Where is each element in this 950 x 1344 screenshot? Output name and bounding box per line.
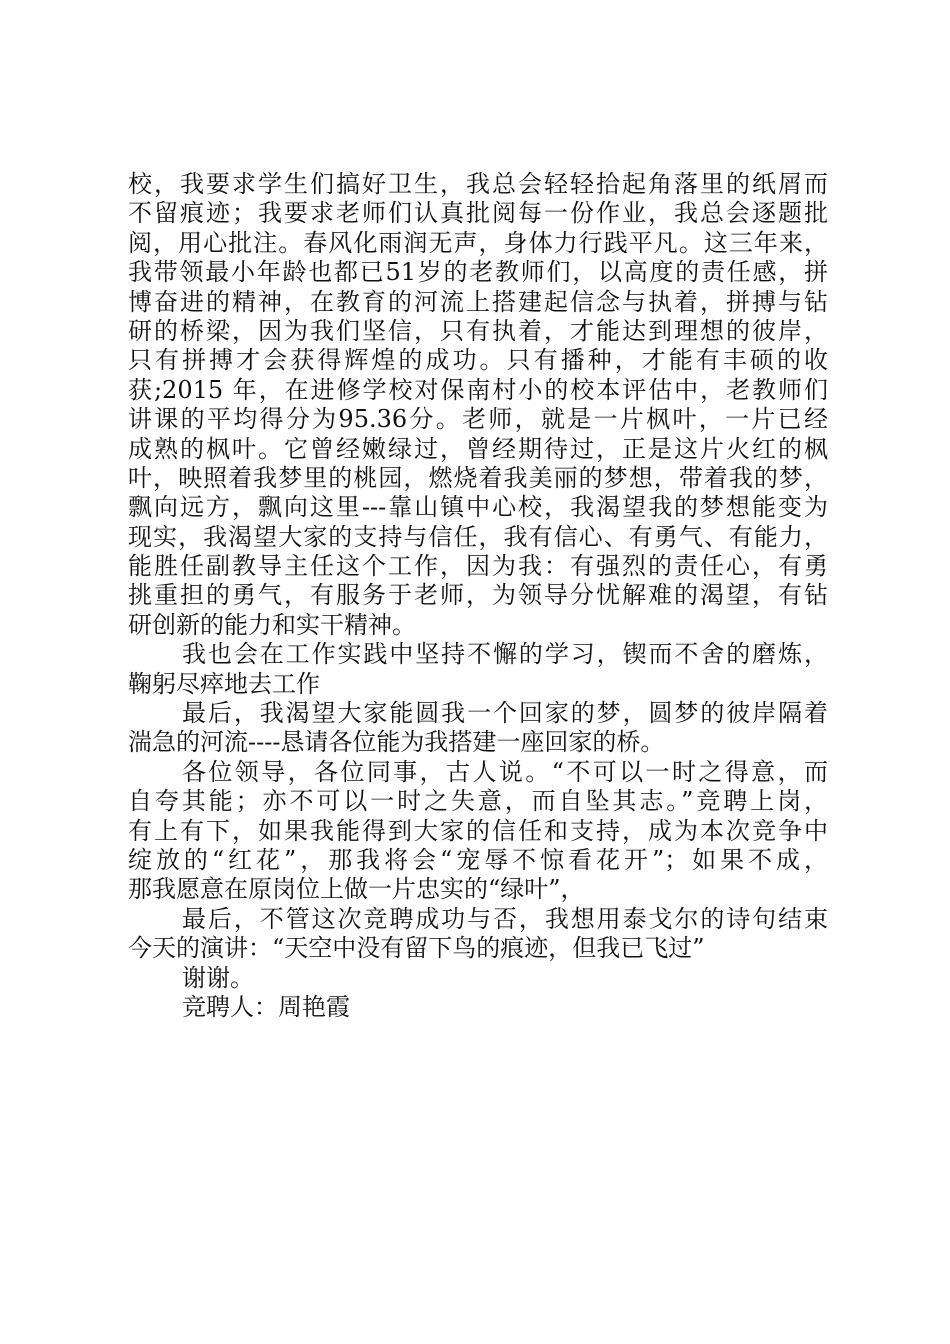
paragraph-6 [128, 964, 828, 993]
paragraph-3 [128, 699, 828, 758]
text-line: 能胜任副教导主任这个工作，因为我：有强烈的责任心，有勇 [128, 552, 828, 581]
text-line: 讲课的平均得分为95.36分。老师，就是一片枫叶，一片已经 [128, 405, 828, 434]
document-body [128, 170, 828, 1022]
text-line: 我也会在工作实践中坚持不懈的学习，锲而不舍的磨炼， [182, 640, 828, 669]
text-line: 阅，用心批注。春风化雨润无声，身体力行践平凡。这三年来， [128, 228, 828, 257]
text-line: 研的桥梁，因为我们坚信，只有执着，才能达到理想的彼岸， [128, 316, 828, 345]
text-line: 不留痕迹；我要求老师们认真批阅每一份作业，我总会逐题批 [128, 199, 828, 228]
candidate-signature: 竞聘人：周艳霞 [182, 992, 350, 1021]
text-line: 飘向远方，飘向这里---靠山镇中心校，我渴望我的梦想能变为 [128, 493, 828, 522]
text-line: 挑重担的勇气，有服务于老师，为领导分忧解难的渴望，有钻 [128, 581, 828, 610]
text-line: 只有拼搏才会获得辉煌的成功。只有播种，才能有丰硕的收 [128, 346, 828, 375]
text-line: 校，我要求学生们搞好卫生，我总会轻轻拾起角落里的纸屑而 [128, 170, 828, 198]
text-line: 最后，不管这次竞聘成功与否，我想用泰戈尔的诗句结束 [182, 904, 828, 933]
text-line: 最后，我渴望大家能圆我一个回家的梦，圆梦的彼岸隔着 [182, 699, 828, 728]
text-line: 那我愿意在原岗位上做一片忠实的“绿叶”， [128, 875, 585, 904]
closing-thanks: 谢谢。 [182, 963, 254, 992]
text-line: 绽放的“红花”，那我将会“宠辱不惊看花开”；如果不成， [128, 845, 828, 874]
text-line: 我带领最小年龄也都已51岁的老教师们，以高度的责任感，拼 [128, 258, 828, 287]
paragraph-7 [128, 993, 828, 1022]
text-line: 今天的演讲：“天空中没有留下鸟的痕迹，但我已飞过” [128, 934, 705, 963]
paragraph-5 [128, 905, 828, 964]
text-line: 博奋进的精神，在教育的河流上搭建起信念与执着，拼搏与钻 [128, 287, 828, 316]
text-line: 湍急的河流----恳请各位能为我搭建一座回家的桥。 [128, 728, 665, 757]
paragraph-4 [128, 758, 828, 905]
text-line: 各位领导，各位同事，古人说。“不可以一时之得意，而 [182, 757, 828, 786]
paragraph-1 [128, 170, 828, 640]
text-line: 获;2015 年，在进修学校对保南村小的校本评估中，老教师们 [128, 375, 828, 404]
text-line: 有上有下，如果我能得到大家的信任和支持，成为本次竞争中 [128, 816, 828, 845]
text-line: 鞠躬尽瘁地去工作 [128, 669, 320, 698]
text-line: 现实，我渴望大家的支持与信任，我有信心、有勇气、有能力， [128, 522, 828, 551]
text-line: 研创新的能力和实干精神。 [128, 610, 416, 639]
text-line: 叶，映照着我梦里的桃园，燃烧着我美丽的梦想，带着我的梦， [128, 463, 828, 492]
text-line: 自夸其能；亦不可以一时之失意，而自坠其志。”竞聘上岗， [128, 787, 828, 816]
text-line: 成熟的枫叶。它曾经嫩绿过，曾经期待过，正是这片火红的枫 [128, 434, 828, 463]
paragraph-2 [128, 640, 828, 699]
